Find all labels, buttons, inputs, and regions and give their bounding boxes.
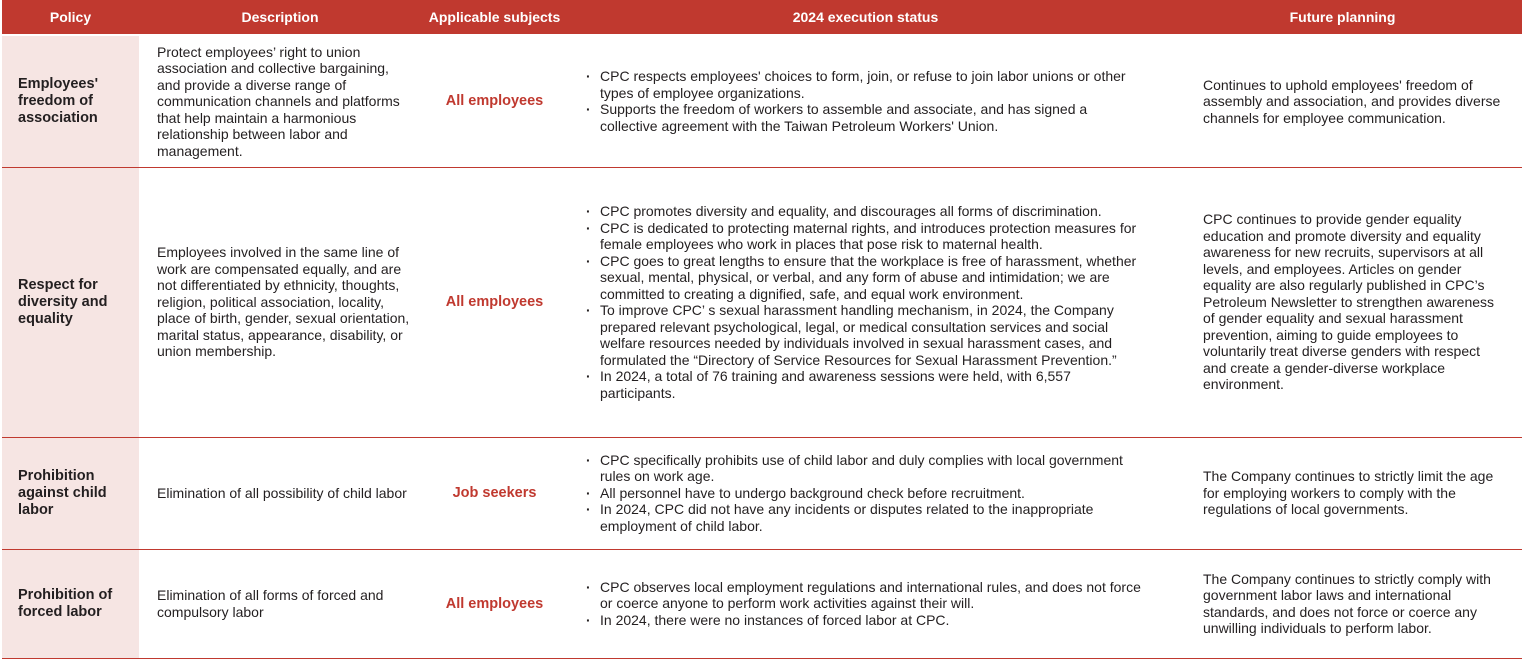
table-row	[2, 549, 1522, 658]
status-item: · CPC goes to great lengths to ensure that the workplace is free of harassment, whether sexual, mental, physical, or verbal, and any form of abuse and intimidation; we are committed to creating a dignified, safe, and equal work environment.	[586, 253, 1141, 303]
status-cell	[568, 36, 1163, 167]
status-list	[586, 203, 1141, 401]
table-row	[2, 437, 1522, 549]
subjects-cell: All employees	[421, 36, 568, 167]
status-item: · In 2024, there were no instances of forced labor at CPC.	[586, 612, 1141, 629]
subjects-cell: All employees	[421, 167, 568, 437]
header-future-planning: Future planning	[1163, 0, 1522, 34]
policy-cell: Prohibition against child labor	[2, 437, 139, 549]
labor-policy-table	[2, 0, 1522, 659]
subjects-cell: Job seekers	[421, 437, 568, 549]
status-list	[586, 452, 1141, 535]
table-row	[2, 167, 1522, 437]
status-item: · To improve CPC’ s sexual harassment handling mechanism, in 2024, the Company prepared relevant psychological, legal, or medical consultation services and social welfare resources needed by individuals involved in sexual harassment cases, and formulated the “Directory of Service Resources for Sexual Harassment Prevention.”	[586, 302, 1141, 368]
policy-cell: Respect for diversity and equality	[2, 167, 139, 437]
future-cell: Continues to uphold employees' freedom of assembly and association, and provides diverse channels for employee communication.	[1163, 36, 1522, 167]
status-item: · All personnel have to undergo background check before recruitment.	[586, 485, 1141, 502]
status-list	[586, 579, 1141, 629]
status-cell	[568, 167, 1163, 437]
policy-cell: Employees' freedom of association	[2, 36, 139, 167]
future-cell: The Company continues to strictly limit the age for employing workers to comply with the regulations of local governments.	[1163, 437, 1522, 549]
table-row	[2, 36, 1522, 167]
description-cell: Employees involved in the same line of work are compensated equally, and are not differentiated by ethnicity, thoughts, religion, political association, locality, place of birth, gender, sexual orientation, marital status, appearance, disability, or union membership.	[139, 167, 421, 437]
description-cell: Elimination of all forms of forced and compulsory labor	[139, 549, 421, 658]
status-cell	[568, 549, 1163, 658]
header-description: Description	[139, 0, 421, 34]
description-cell: Elimination of all possibility of child labor	[139, 437, 421, 549]
header-applicable-subjects: Applicable subjects	[421, 0, 568, 34]
status-cell	[568, 437, 1163, 549]
status-item: · CPC respects employees' choices to form, join, or refuse to join labor unions or other types of employee organizations.	[586, 68, 1141, 101]
status-list	[586, 68, 1141, 134]
header-row	[2, 0, 1522, 34]
policy-cell: Prohibition of forced labor	[2, 549, 139, 658]
description-cell: Protect employees’ right to union association and collective bargaining, and provide a diverse range of communication channels and platforms that help maintain a harmonious relationship between labor and management.	[139, 36, 421, 167]
future-cell: The Company continues to strictly comply with government labor laws and international standards, and does not force or coerce any unwilling individuals to perform labor.	[1163, 549, 1522, 658]
status-item: · CPC observes local employment regulations and international rules, and does not force or coerce anyone to perform work activities against their will.	[586, 579, 1141, 612]
status-item: · In 2024, CPC did not have any incidents or disputes related to the inappropriate employment of child labor.	[586, 501, 1141, 534]
status-item: · CPC specifically prohibits use of child labor and duly complies with local government rules on work age.	[586, 452, 1141, 485]
header-policy: Policy	[2, 0, 139, 34]
status-item: · CPC promotes diversity and equality, and discourages all forms of discrimination.	[586, 203, 1141, 220]
future-cell: CPC continues to provide gender equality education and promote diversity and equality awareness for new recruits, supervisors at all levels, and employees. Articles on gender equality are also regularly published in CPC’s Petroleum Newsletter to strengthen awareness of gender equality and sexual harassment prevention, aiming to guide employees to voluntarily treat diverse genders with respect and create a gender-diverse workplace environment.	[1163, 167, 1522, 437]
table-header	[2, 0, 1522, 34]
header-execution-status: 2024 execution status	[568, 0, 1163, 34]
status-item: · CPC is dedicated to protecting maternal rights, and introduces protection measures for female employees who work in places that pose risk to maternal health.	[586, 220, 1141, 253]
subjects-cell: All employees	[421, 549, 568, 658]
status-item: · Supports the freedom of workers to assemble and associate, and has signed a collective agreement with the Taiwan Petroleum Workers' Union.	[586, 101, 1141, 134]
status-item: · In 2024, a total of 76 training and awareness sessions were held, with 6,557 participants.	[586, 368, 1141, 401]
